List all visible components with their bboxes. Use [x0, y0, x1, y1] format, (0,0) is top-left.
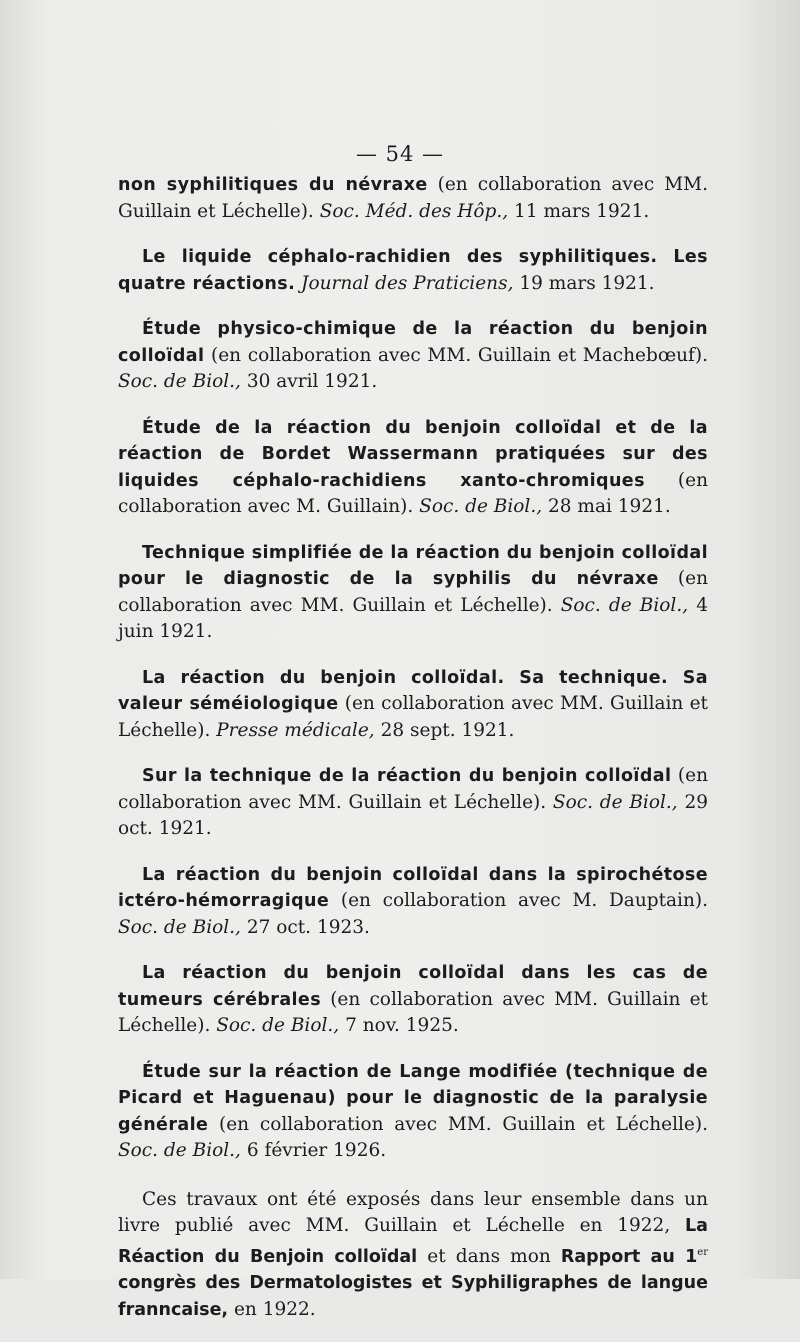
entry-journal: Soc. Méd. des Hôp.,	[319, 200, 509, 222]
entry-journal: Soc. de Biol.,	[118, 1140, 241, 1161]
bibliography-list	[118, 172, 708, 1342]
bibliography-entry	[118, 862, 708, 942]
entry-date: 4 juin 1921.	[118, 594, 708, 642]
entry-collaboration: (en collaboration avec MM. Guillain et Léchelle).	[118, 693, 708, 741]
entry-collaboration: (en collaboration avec MM. Guillain et Léchelle).	[118, 988, 708, 1036]
summary-paragraph	[118, 1187, 708, 1324]
bibliography-entry	[118, 316, 708, 396]
entry-journal: Soc. de Biol.,	[560, 594, 689, 616]
entry-date: 28 sept. 1921.	[380, 719, 515, 741]
entry-title: Technique simplifiée de la réaction du benjoin colloïdal pour le diagnostic de la syphilis du névraxe	[118, 542, 708, 589]
entry-journal: Presse médicale,	[216, 719, 375, 741]
entry-title: La réaction du benjoin colloïdal dans les cas de tumeurs cérébrales	[118, 963, 708, 1010]
entry-collaboration: (en collaboration avec MM. Guillain et Léchelle).	[219, 1113, 708, 1135]
entry-date: 19 mars 1921.	[519, 272, 655, 294]
entry-collaboration: (en collaboration avec M. Dauptain).	[340, 890, 708, 911]
page-number: — 54 —	[355, 142, 445, 166]
bibliography-entry	[118, 1059, 708, 1165]
entry-date: 28 mai 1921.	[548, 496, 671, 517]
entry-collaboration: (en collaboration avec MM. Guillain et Machebœuf).	[211, 344, 709, 366]
entry-collaboration: (en collaboration avec MM. Guillain et Léchelle).	[118, 765, 708, 813]
entry-title: Étude physico-chimique de la réaction du benjoin colloïdal	[118, 319, 708, 366]
bibliography-entry	[118, 665, 708, 745]
entry-title: non syphilitiques du névraxe	[118, 175, 428, 195]
summary-report-title: Rapport au 1	[560, 1246, 698, 1267]
bibliography-entry	[118, 415, 708, 521]
entry-date: 30 avril 1921.	[246, 371, 378, 392]
entry-title: Étude de la réaction du benjoin colloïdal et de la réaction de Bordet Wassermann pratiquées sur des liquides céphalo-rachidiens xanto-chromiques	[118, 417, 708, 491]
entry-journal: Soc. de Biol.,	[118, 371, 241, 392]
summary-superscript: er	[697, 1246, 708, 1258]
entry-date: 11 mars 1921.	[514, 200, 650, 222]
entry-collaboration: (en collaboration avec MM. Guillain et Léchelle).	[118, 174, 708, 222]
entry-journal: Journal des Praticiens,	[301, 272, 514, 294]
entry-date: 27 oct. 1923.	[246, 916, 370, 938]
bibliography-entry	[118, 540, 708, 646]
summary-congress-title: congrès des Dermatologistes et Syphiligraphes de langue franncaise,	[118, 1273, 708, 1320]
entry-title: Étude sur la réaction de Lange modifiée (technique de Picard et Haguenau) pour le diagnostic de la paralysie générale	[118, 1061, 708, 1135]
summary-text-1: Ces travaux ont été exposés dans leur ensemble dans un livre publié avec MM. Guillain et Léchelle en 1922,	[118, 1188, 708, 1236]
entry-date: 6 février 1926.	[246, 1140, 387, 1161]
bibliography-entry	[118, 172, 708, 225]
entry-date: 29 oct. 1921.	[118, 791, 709, 839]
entry-journal: Soc. de Biol.,	[216, 1015, 340, 1036]
entry-journal: Soc. de Biol.,	[118, 916, 241, 938]
entry-date: 7 nov. 1925.	[345, 1015, 459, 1036]
entry-title: La réaction du benjoin colloïdal dans la spirochétose ictéro-hémorragique	[118, 864, 708, 911]
bibliography-entry	[118, 763, 708, 843]
entry-journal: Soc. de Biol.,	[419, 496, 543, 517]
summary-book-title: La Réaction du Benjoin colloïdal	[118, 1216, 708, 1267]
entry-collaboration: (en collaboration avec M. Guillain).	[118, 469, 708, 517]
summary-text-3: en 1922.	[233, 1298, 316, 1320]
entry-title: La réaction du benjoin colloïdal. Sa technique. Sa valeur séméiologique	[118, 667, 708, 714]
bibliography-entry	[118, 960, 708, 1040]
bibliography-entry	[118, 244, 708, 297]
entry-title: Le liquide céphalo-rachidien des syphilitiques. Les quatre réactions.	[118, 247, 708, 294]
entry-journal: Soc. de Biol.,	[552, 791, 678, 813]
entry-collaboration: (en collaboration avec MM. Guillain et Léchelle).	[118, 568, 708, 616]
summary-text-2: et dans mon	[427, 1245, 551, 1267]
entry-title: Sur la technique de la réaction du benjoin colloïdal	[142, 766, 672, 786]
